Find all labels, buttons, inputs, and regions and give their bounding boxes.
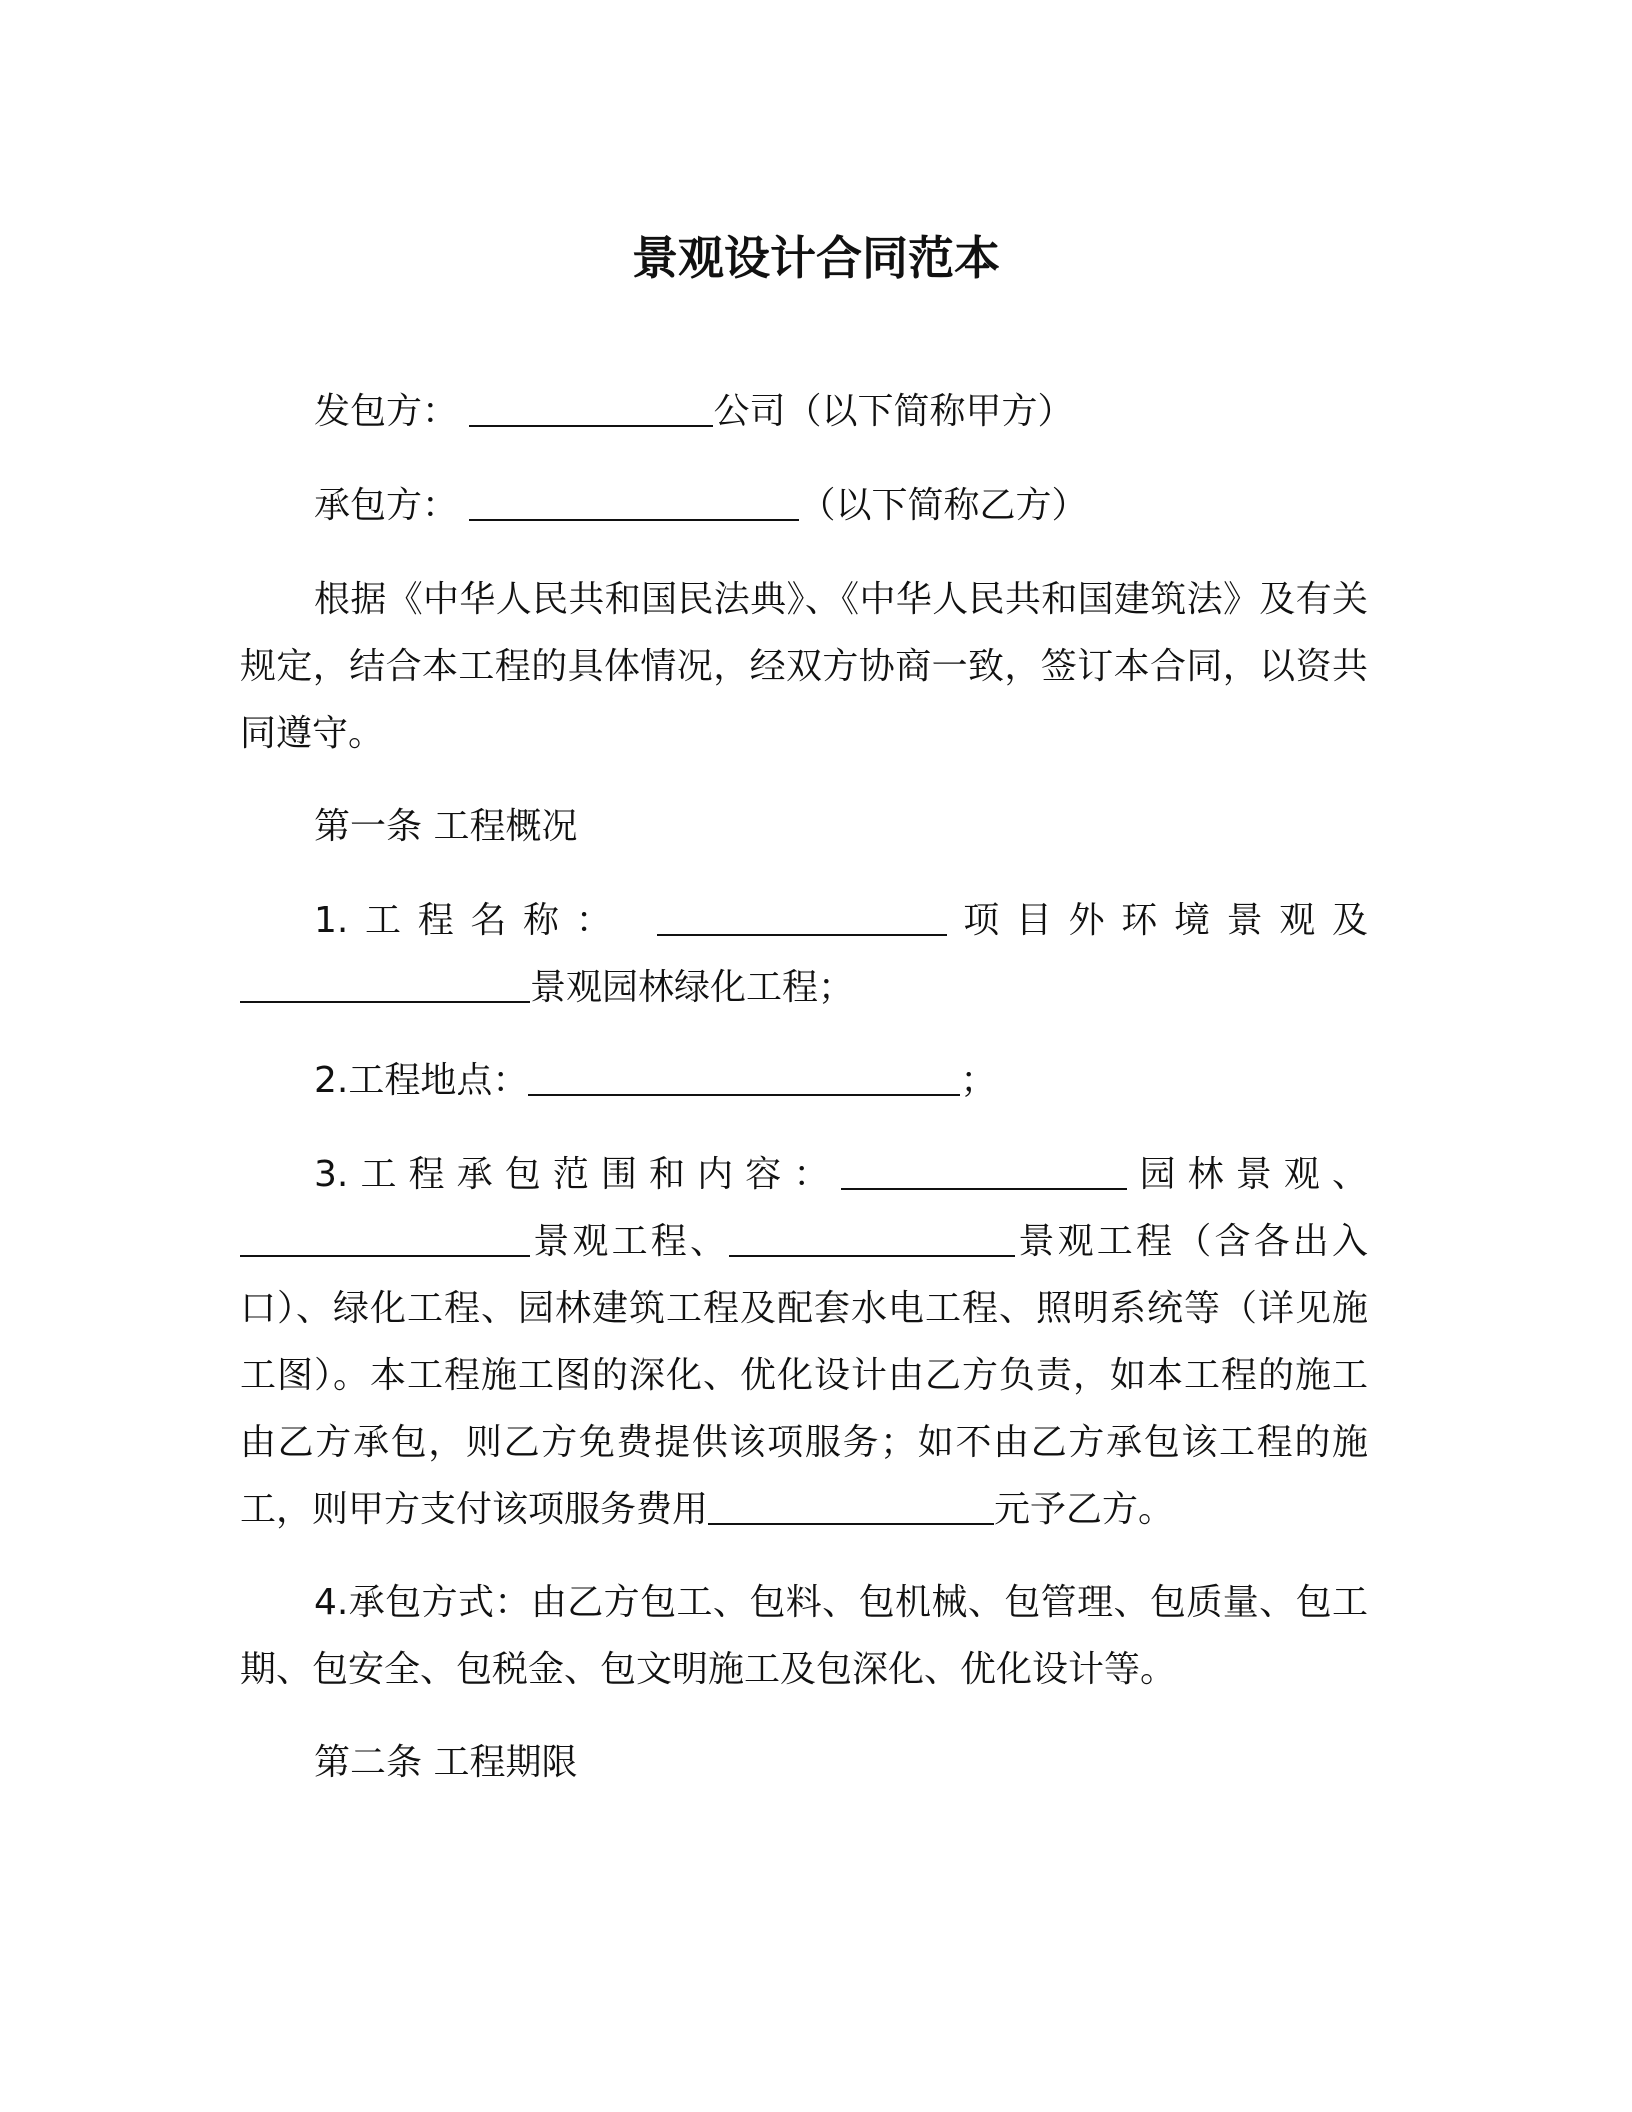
article-2-heading: 第二条 工程期限 (314, 1742, 578, 1783)
scope-blank-3[interactable] (729, 1215, 1015, 1257)
project-name-blank[interactable] (657, 894, 947, 936)
scope-blank-2[interactable] (240, 1215, 530, 1257)
project-location-blank[interactable] (528, 1054, 960, 1096)
party-a-blank[interactable] (469, 385, 713, 427)
party-b-suffix: （以下简称乙方） (799, 485, 1088, 526)
item-3-end: 元予乙方。 (994, 1489, 1175, 1530)
service-fee-blank[interactable] (708, 1483, 994, 1525)
project-name-blank-2[interactable] (240, 961, 530, 1003)
scope-blank-1[interactable] (841, 1148, 1127, 1190)
preamble-paragraph: 根据《中华人民共和国民法典》、《中华人民共和国建筑法》及有关规定，结合本工程的具体情况，经双方协商一致，签订本合同，以资共同遵守。 (240, 579, 1368, 754)
item-2-label: 2.工程地点： (314, 1060, 529, 1101)
party-a-line (240, 378, 1368, 445)
item-1-label: 1.工程名称： (314, 900, 629, 941)
contract-body (240, 378, 1368, 1823)
article-1-heading: 第一条 工程概况 (314, 806, 578, 847)
item-3-part1: 园林景观、 (1127, 1154, 1368, 1195)
party-a-suffix: 公司（以下简称甲方） (713, 391, 1074, 432)
party-a-label: 发包方： (314, 391, 459, 432)
party-b-line (240, 472, 1368, 539)
item-1-end: 景观园林绿化工程； (530, 967, 855, 1008)
article-1-item-1 (240, 887, 1368, 1021)
article-1-item-2 (240, 1047, 1368, 1114)
party-b-label: 承包方： (314, 485, 459, 526)
item-3-part3: 景观工程（含各出入口）、绿化工程、园林建筑工程及配套水电工程、照明系统等（详见施工图）。本工程施工图的深化、优化设计由乙方负责，如本工程的施工由乙方承包，则乙方免费提供该项服务；如不由乙方承包该工程的施工，则甲方支付该项服务费用 (240, 1221, 1368, 1530)
item-3-part2: 景观工程、 (530, 1221, 730, 1262)
item-3-label: 3.工程承包范围和内容： (314, 1154, 842, 1195)
article-1-item-4: 4.承包方式：由乙方包工、包料、包机械、包管理、包质量、包工期、包安全、包税金、包文明施工及包深化、优化设计等。 (240, 1582, 1368, 1690)
item-2-end: ； (960, 1060, 997, 1101)
party-b-blank[interactable] (469, 479, 799, 521)
document-title: 景观设计合同范本 (632, 231, 1000, 285)
article-1-item-3 (240, 1141, 1368, 1543)
item-1-mid: 项目外环境景观及 (946, 900, 1368, 941)
